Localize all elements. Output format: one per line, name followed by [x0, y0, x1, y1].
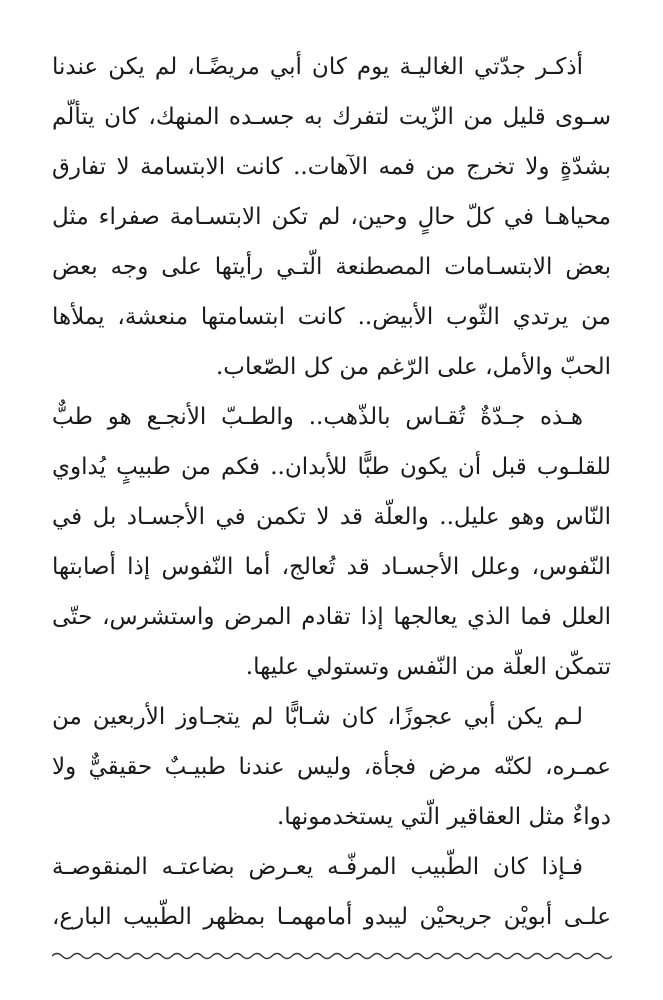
- text-line: بشدّةٍ ولا تخرج من فمه الآهات.. كانت الابتسامة لا تفارق: [52, 154, 611, 180]
- text-line: تتمكّن العلّة من النّفس وتستولي عليها.: [245, 654, 611, 680]
- text-line: عمـره، لكنّه مرض فجأة، وليس عندنا طبيـبٌ حقيقيٌّ ولا: [52, 754, 611, 780]
- text-line: أذكـر جدّتي الغاليـة يوم كان أبي مريضًـا، لم يكن عندنا: [52, 54, 583, 80]
- paragraph-1: [52, 42, 611, 392]
- page-body-text: [52, 42, 611, 942]
- paragraph-2: [52, 392, 611, 692]
- text-line: هـذه جـدّةٌ تُقـاس بالذّهب.. والطـبّ الأنجـع هو طبٌّ: [52, 404, 583, 430]
- text-line: من يرتدي الثّوب الأبيض.. كانت ابتسامتها منعشة، يملأها: [52, 304, 611, 330]
- paragraph-3: [52, 692, 611, 842]
- text-line: للقلـوب قبل أن يكون طبًّا للأبدان.. فكم من طبيبٍ يُداوي: [52, 454, 611, 480]
- text-line: العلل فما الذي يعالجها إذا تقادم المرض واستشرس، حتّى: [52, 604, 611, 630]
- text-line: بعض الابتسـامات المصطنعة الّتـي رأيتها على وجه بعض: [52, 254, 611, 280]
- text-line: النّاس وهو عليل.. والعلّة قد لا تكمن في الأجسـاد بل في: [52, 504, 611, 530]
- text-line: الحبّ والأمل، على الرّغم من كل الصّعاب.: [215, 354, 611, 380]
- paragraph-4: [52, 842, 611, 942]
- text-line: محياهـا في كلّ حالٍ وحين، لم تكن الابتسـامة صفراء مثل: [52, 204, 611, 230]
- wavy-divider-line: [52, 954, 612, 959]
- text-line: دواءٌ مثل العقاقير الّتي يستخدمونها.: [276, 804, 611, 830]
- wavy-divider: [52, 949, 612, 963]
- text-line: فـإذا كان الطّبيب المرفّـه يعـرض بضاعتـه المنقوصـة: [52, 854, 583, 880]
- text-line: سـوى قليل من الزّيت لتفرك به جسـده المنهك، كان يتألّم: [52, 104, 611, 130]
- text-line: علـى أبويْن جريحيْن ليبدو أمامهمـا بمظهر الطّبيب البارع،: [52, 904, 611, 930]
- text-line: النّفوس، وعلل الأجسـاد قد تُعالج، أما النّفوس إذا أصابتها: [52, 554, 611, 580]
- text-line: لـم يكن أبي عجوزًا، كان شـابًّا لم يتجـاوز الأربعين من: [52, 704, 583, 730]
